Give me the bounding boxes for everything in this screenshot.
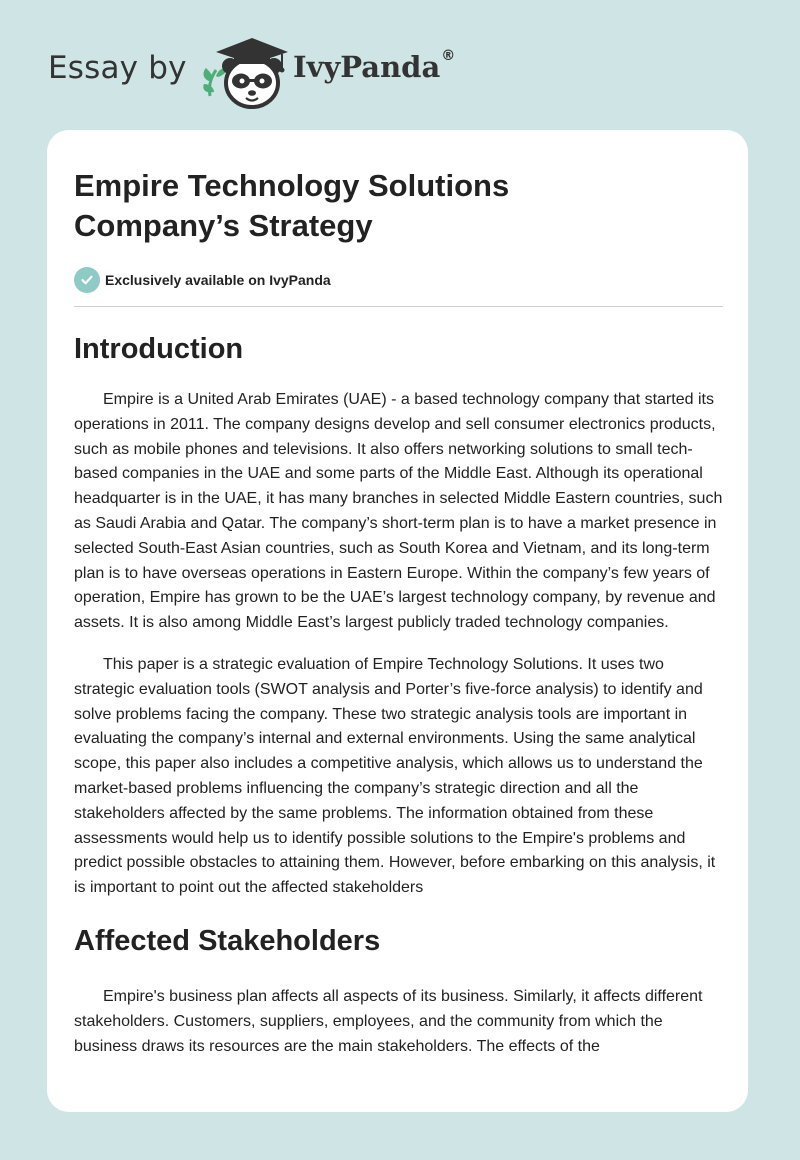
brand-name-text: IvyPanda <box>293 50 441 84</box>
panda-logo-icon[interactable] <box>200 36 292 110</box>
title-divider <box>74 306 723 307</box>
availability-badge <box>74 266 722 294</box>
registered-mark: ® <box>441 48 456 65</box>
paragraph: Empire's business plan affects all aspects of its business. Similarly, it affects different stakeholders. Customers, suppliers, employees, and the community from which the business draws its resources are the main stakeholders. The effects of the <box>74 987 703 1055</box>
section-heading-affected-stakeholders: Affected Stakeholders <box>74 924 381 957</box>
paragraph: This paper is a strategic evaluation of Empire Technology Solutions. It uses two strategic evaluation tools (SWOT analysis and Porter’s five-force analysis) to identify and solve problems facing the company. These two strategic analysis tools are important in evaluating the company’s internal and external environments. Using the same analytical scope, this paper also includes a competitive analysis, which allows us to understand the market-based problems influencing the company’s strategic direction and all the stakeholders affected by the same problems. The information obtained from these assessments would help us to identify possible solutions to the Empire's problems and predict possible obstacles to attaining them. However, before embarking on this analysis, it is important to point out the affected stakeholders <box>74 655 716 897</box>
availability-text: Exclusively available on IvyPanda <box>105 272 331 288</box>
article-title: Empire Technology Solutions Company’s Strategy <box>74 168 510 243</box>
brand-name[interactable] <box>293 50 455 84</box>
check-circle-icon <box>74 267 100 293</box>
paragraph: Empire is a United Arab Emirates (UAE) - a based technology company that started its operations in 2011. The company designs develop and sell consumer electronics products, such as mobile phones and televisions. It also offers networking solutions to small tech-based companies in the UAE and some parts of the Middle East. Although its operational headquarter is in the UAE, it has many branches in selected Middle Eastern countries, such as Saudi Arabia and Qatar. The company’s short-term plan is to have a market presence in selected South-East Asian countries, such as South Korea and Vietnam, and its long-term plan is to have overseas operations in Eastern Europe. Within the company’s few years of operation, Empire has grown to be the UAE’s largest technology company, by revenue and assets. It is also among Middle East’s largest publicly traded technology companies. <box>74 391 723 632</box>
brand-prefix: Essay by <box>48 50 187 86</box>
section-heading-introduction: Introduction <box>74 333 244 365</box>
site-header <box>0 0 800 130</box>
article-card <box>47 130 748 1112</box>
